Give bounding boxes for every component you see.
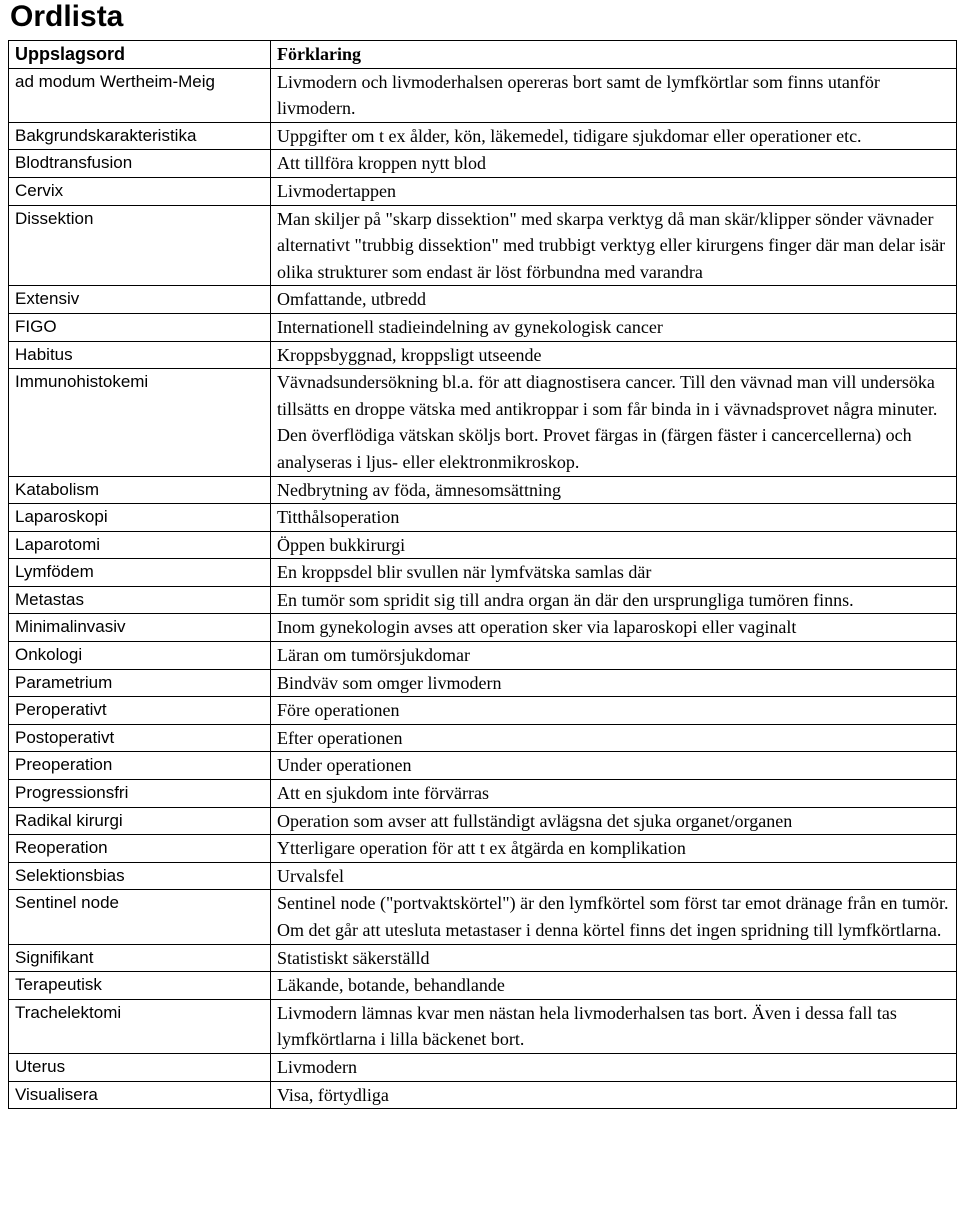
- table-row: [9, 150, 957, 178]
- table-row: [9, 1081, 957, 1109]
- definition-cell: Man skiljer på "skarp dissektion" med skarpa verktyg då man skär/klipper sönder vävnader alternativt "trubbig dissektion" med trubbigt verktyg eller kirurgens finger där man delar isär olika strukturer som endast är löst förbundna med varandra: [271, 205, 957, 286]
- definition-cell: En kroppsdel blir svullen när lymfvätska samlas där: [271, 559, 957, 587]
- table-row: [9, 205, 957, 286]
- definition-cell: Uppgifter om t ex ålder, kön, läkemedel, tidigare sjukdomar eller operationer etc.: [271, 122, 957, 150]
- term-cell: Laparotomi: [9, 531, 271, 559]
- term-column-header: Uppslagsord: [9, 41, 271, 69]
- term-cell: Visualisera: [9, 1081, 271, 1109]
- table-row: [9, 1053, 957, 1081]
- definition-cell: Öppen bukkirurgi: [271, 531, 957, 559]
- definition-cell: En tumör som spridit sig till andra organ än där den ursprungliga tumören finns.: [271, 586, 957, 614]
- definition-cell: Före operationen: [271, 697, 957, 725]
- definition-cell: Under operationen: [271, 752, 957, 780]
- definition-cell: Att en sjukdom inte förvärras: [271, 780, 957, 808]
- term-cell: Cervix: [9, 177, 271, 205]
- term-cell: Peroperativt: [9, 697, 271, 725]
- definition-cell: Livmodern och livmoderhalsen opereras bort samt de lymfkörtlar som finns utanför livmodern.: [271, 68, 957, 122]
- term-cell: Sentinel node: [9, 890, 271, 944]
- term-cell: Terapeutisk: [9, 972, 271, 1000]
- term-cell: Immunohistokemi: [9, 369, 271, 476]
- term-cell: Habitus: [9, 341, 271, 369]
- table-row: [9, 697, 957, 725]
- table-row: [9, 944, 957, 972]
- term-cell: Metastas: [9, 586, 271, 614]
- table-row: [9, 286, 957, 314]
- table-row: [9, 68, 957, 122]
- term-cell: Uterus: [9, 1053, 271, 1081]
- table-row: [9, 177, 957, 205]
- table-row: [9, 999, 957, 1053]
- definition-cell: Titthålsoperation: [271, 504, 957, 532]
- definition-cell: Operation som avser att fullständigt avlägsna det sjuka organet/organen: [271, 807, 957, 835]
- table-row: [9, 642, 957, 670]
- term-cell: Trachelektomi: [9, 999, 271, 1053]
- term-cell: Extensiv: [9, 286, 271, 314]
- definition-cell: Sentinel node ("portvaktskörtel") är den lymfkörtel som först tar emot dränage från en tumör. Om det går att utesluta metastaser i denna körtel finns det ingen spridning till lymfkörtlarna.: [271, 890, 957, 944]
- header-row: [9, 41, 957, 69]
- definition-cell: Efter operationen: [271, 724, 957, 752]
- definition-cell: Att tillföra kroppen nytt blod: [271, 150, 957, 178]
- definition-cell: Omfattande, utbredd: [271, 286, 957, 314]
- definition-cell: Vävnadsundersökning bl.a. för att diagnostisera cancer. Till den vävnad man vill undersöka tillsätts en droppe vätska med antikroppar i som får binda in i vävnadsprovet några minuter. Den överflödiga vätskan sköljs bort. Provet färgas in (färgen fäster i cancercellerna) och analyseras i ljus- eller elektronmikroskop.: [271, 369, 957, 476]
- term-cell: Bakgrundskarakteristika: [9, 122, 271, 150]
- page-title: Ordlista: [10, 0, 124, 33]
- table-row: [9, 890, 957, 944]
- table-row: [9, 586, 957, 614]
- term-cell: Lymfödem: [9, 559, 271, 587]
- table-row: [9, 780, 957, 808]
- definition-cell: Bindväv som omger livmodern: [271, 669, 957, 697]
- term-cell: Postoperativt: [9, 724, 271, 752]
- table-row: [9, 807, 957, 835]
- table-row: [9, 531, 957, 559]
- definition-cell: Statistiskt säkerställd: [271, 944, 957, 972]
- definition-cell: Urvalsfel: [271, 862, 957, 890]
- definition-cell: Livmodern lämnas kvar men nästan hela livmoderhalsen tas bort. Även i dessa fall tas lymfkörtlarna i lilla bäckenet bort.: [271, 999, 957, 1053]
- table-row: [9, 341, 957, 369]
- table-row: [9, 614, 957, 642]
- definition-cell: Ytterligare operation för att t ex åtgärda en komplikation: [271, 835, 957, 863]
- table-row: [9, 476, 957, 504]
- term-cell: Dissektion: [9, 205, 271, 286]
- glossary-table: [8, 40, 957, 1109]
- definition-cell: Livmodertappen: [271, 177, 957, 205]
- table-row: [9, 369, 957, 476]
- table-row: [9, 724, 957, 752]
- term-cell: ad modum Wertheim-Meig: [9, 68, 271, 122]
- table-row: [9, 972, 957, 1000]
- definition-cell: Livmodern: [271, 1053, 957, 1081]
- table-row: [9, 752, 957, 780]
- term-cell: Reoperation: [9, 835, 271, 863]
- definition-cell: Internationell stadieindelning av gynekologisk cancer: [271, 313, 957, 341]
- term-cell: Laparoskopi: [9, 504, 271, 532]
- definition-column-header: Förklaring: [271, 41, 957, 69]
- definition-cell: Nedbrytning av föda, ämnesomsättning: [271, 476, 957, 504]
- table-row: [9, 669, 957, 697]
- term-cell: Blodtransfusion: [9, 150, 271, 178]
- term-cell: Onkologi: [9, 642, 271, 670]
- table-row: [9, 835, 957, 863]
- term-cell: Katabolism: [9, 476, 271, 504]
- term-cell: Radikal kirurgi: [9, 807, 271, 835]
- definition-cell: Visa, förtydliga: [271, 1081, 957, 1109]
- term-cell: Parametrium: [9, 669, 271, 697]
- term-cell: Minimalinvasiv: [9, 614, 271, 642]
- table-row: [9, 122, 957, 150]
- term-cell: Preoperation: [9, 752, 271, 780]
- term-cell: Signifikant: [9, 944, 271, 972]
- term-cell: Selektionsbias: [9, 862, 271, 890]
- term-cell: FIGO: [9, 313, 271, 341]
- definition-cell: Läran om tumörsjukdomar: [271, 642, 957, 670]
- table-row: [9, 862, 957, 890]
- term-cell: Progressionsfri: [9, 780, 271, 808]
- definition-cell: Läkande, botande, behandlande: [271, 972, 957, 1000]
- definition-cell: Inom gynekologin avses att operation sker via laparoskopi eller vaginalt: [271, 614, 957, 642]
- table-row: [9, 559, 957, 587]
- table-row: [9, 313, 957, 341]
- table-row: [9, 504, 957, 532]
- definition-cell: Kroppsbyggnad, kroppsligt utseende: [271, 341, 957, 369]
